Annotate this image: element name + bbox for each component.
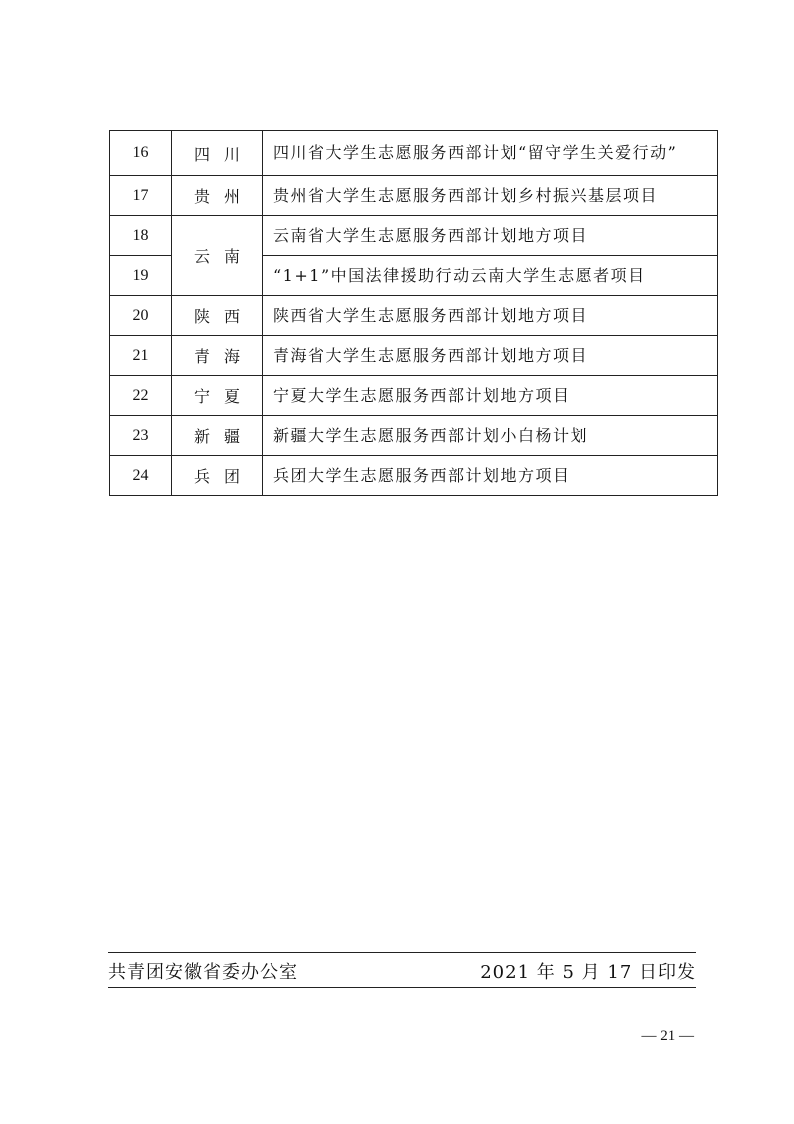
row-province: 贵州: [172, 176, 263, 216]
row-number: 16: [110, 131, 172, 176]
row-project: 新疆大学生志愿服务西部计划小白杨计划: [263, 416, 718, 456]
row-number: 22: [110, 376, 172, 416]
table-row: [110, 176, 718, 216]
row-province: 兵团: [172, 456, 263, 496]
row-number: 23: [110, 416, 172, 456]
row-project: “1+1”中国法律援助行动云南大学生志愿者项目: [263, 256, 718, 296]
row-province: 宁夏: [172, 376, 263, 416]
row-project: 四川省大学生志愿服务西部计划“留守学生关爱行动”: [263, 131, 718, 176]
table-row: [110, 376, 718, 416]
table-row: [110, 456, 718, 496]
table-row: [110, 336, 718, 376]
page-number: — 21 —: [641, 1028, 694, 1044]
row-number: 21: [110, 336, 172, 376]
table-row: [110, 216, 718, 256]
row-number: 18: [110, 216, 172, 256]
row-number: 19: [110, 256, 172, 296]
row-project: 陕西省大学生志愿服务西部计划地方项目: [263, 296, 718, 336]
table-row: [110, 416, 718, 456]
row-province: 青海: [172, 336, 263, 376]
row-province: 云南: [172, 216, 263, 296]
row-province: 陕西: [172, 296, 263, 336]
row-project: 青海省大学生志愿服务西部计划地方项目: [263, 336, 718, 376]
table-row: [110, 131, 718, 176]
row-number: 24: [110, 456, 172, 496]
row-project: 兵团大学生志愿服务西部计划地方项目: [263, 456, 718, 496]
row-project: 贵州省大学生志愿服务西部计划乡村振兴基层项目: [263, 176, 718, 216]
row-number: 17: [110, 176, 172, 216]
table-row: [110, 296, 718, 336]
row-project: 宁夏大学生志愿服务西部计划地方项目: [263, 376, 718, 416]
footer-date: 2021 年 5 月 17 日印发: [480, 962, 696, 983]
row-province: 新疆: [172, 416, 263, 456]
footer-divider-top: [108, 952, 696, 953]
project-table: [109, 130, 718, 496]
row-number: 20: [110, 296, 172, 336]
footer-issuer: 共青团安徽省委办公室: [108, 962, 298, 983]
row-province: 四川: [172, 131, 263, 176]
footer-divider-bottom: [108, 987, 696, 988]
row-project: 云南省大学生志愿服务西部计划地方项目: [263, 216, 718, 256]
